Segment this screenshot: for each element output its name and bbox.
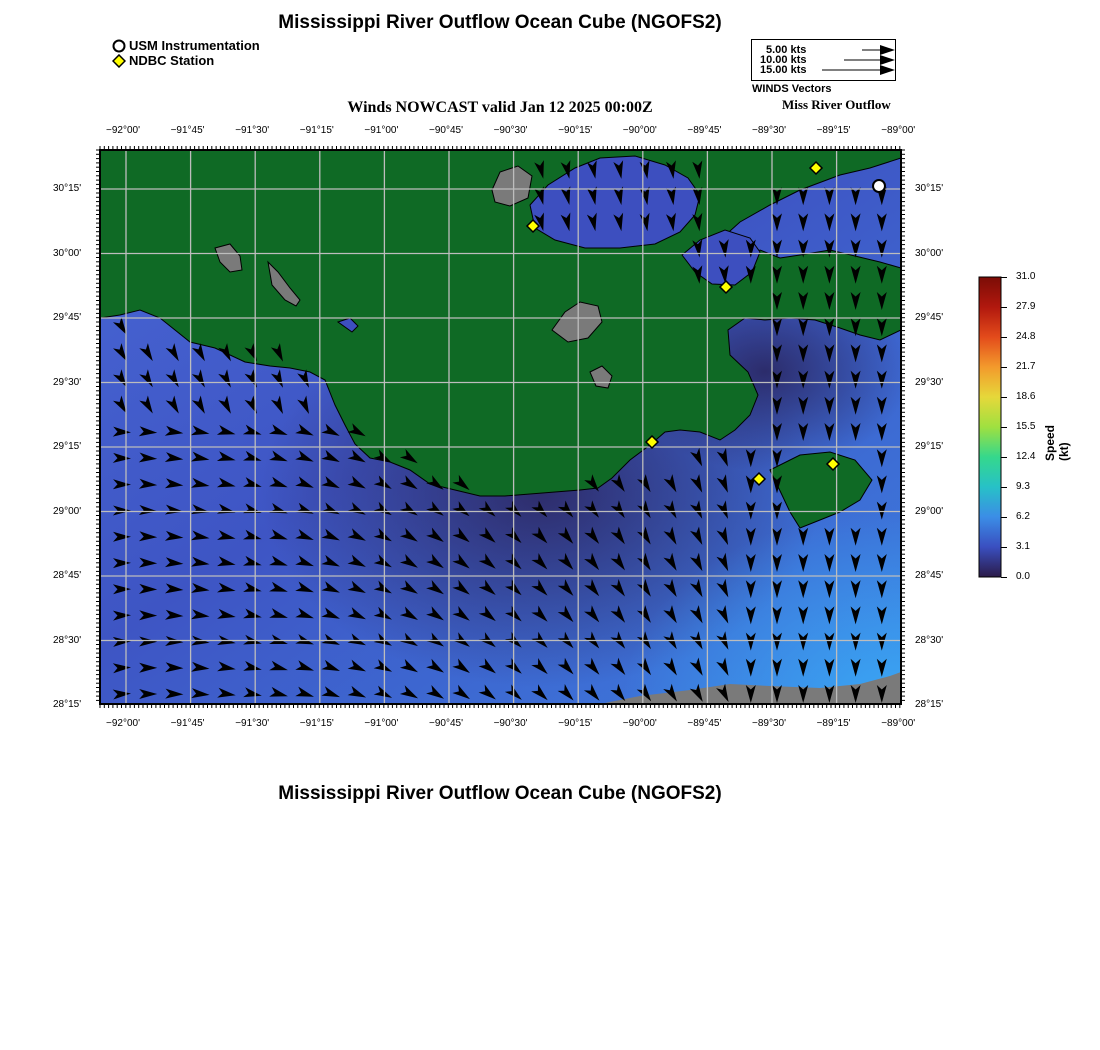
colorbar-tick [1001,457,1007,458]
colorbar-tick-label: 27.9 [1016,301,1036,312]
colorbar-tick-label: 15.5 [1016,421,1036,432]
colorbar-tick [1001,487,1007,488]
tick-label: −91°45' [170,718,205,729]
colorbar-tick-label: 12.4 [1016,451,1036,462]
tick-label: −91°30' [235,125,270,136]
tick-label: 28°45' [53,570,82,581]
colorbar-tick [1001,337,1007,338]
tick-label: −89°45' [687,125,722,136]
colorbar-tick [1001,367,1007,368]
tick-label: −89°15' [816,125,851,136]
colorbar-title: Speed (kt) [1043,424,1071,461]
tick-label: −91°45' [170,125,205,136]
tick-label: 29°45' [915,312,944,323]
map-area [100,150,901,704]
tick-label: 29°30' [915,376,944,388]
tick-label: 30°15' [915,183,944,194]
tick-label: −89°15' [816,718,851,729]
page-title: Mississippi River Outflow Ocean Cube (NGOFS2) [278,12,722,33]
colorbar-tick-label: 24.8 [1016,331,1036,342]
legend-usm-label: USM Instrumentation [129,38,260,53]
tick-label: −90°45' [429,718,463,729]
tick-label: −90°15' [558,718,593,729]
tick-label: −90°30' [493,125,528,136]
region-label: Miss River Outflow [782,97,891,112]
wind-key-caption: WINDS Vectors [752,83,832,95]
tick-label: 28°45' [915,570,944,581]
legend-ndbc-label: NDBC Station [129,53,215,68]
colorbar-tick [1001,577,1007,578]
colorbar-tick [1001,397,1007,398]
colorbar-tick [1001,547,1007,548]
colorbar-tick-label: 0.0 [1016,571,1030,582]
tick-label: −92°00' [106,718,140,729]
tick-label: −91°15' [299,718,334,729]
wind-key-5: 5.00 kts [766,44,807,56]
tick-label: 29°00' [915,505,944,517]
colorbar-tick-label: 21.7 [1016,361,1036,372]
footer-title: Mississippi River Outflow Ocean Cube (NGOFS2) [278,783,722,804]
tick-label: −91°15' [299,125,334,136]
tick-label: −89°45' [687,718,722,729]
wind-key-15: 15.00 kts [760,64,807,76]
tick-label: −90°30' [493,718,528,729]
colorbar-tick [1001,427,1007,428]
tick-label: −90°00' [622,718,657,729]
tick-label: 28°15' [915,699,944,710]
colorbar-tick-label: 3.1 [1016,541,1030,552]
tick-label: 29°15' [53,441,82,452]
tick-label: −91°00' [364,718,399,729]
tick-label: −89°30' [752,718,786,729]
colorbar-tick [1001,517,1007,518]
tick-label: 30°00' [53,247,82,259]
tick-label: 29°45' [53,312,82,323]
tick-label: −91°30' [235,718,270,729]
tick-label: 29°15' [915,441,944,452]
tick-label: −90°00' [622,125,657,136]
tick-label: 30°15' [53,183,82,194]
wind-key-10: 10.00 kts [760,54,807,66]
tick-label: −90°45' [429,125,463,136]
tick-label: −91°00' [364,125,399,136]
tick-label: −90°15' [558,125,593,136]
tick-label: −89°00' [881,718,916,729]
colorbar [978,276,1002,579]
tick-label: 29°30' [53,376,82,388]
tick-label: −89°30' [752,125,786,136]
tick-label: 28°15' [53,699,82,710]
colorbar-tick-label: 31.0 [1016,271,1036,282]
colorbar-tick [1001,277,1007,278]
tick-label: 30°00' [915,247,944,259]
map-subtitle: Winds NOWCAST valid Jan 12 2025 00:00Z [347,99,653,116]
tick-label: 28°30' [53,634,82,646]
tick-label: 28°30' [915,634,944,646]
colorbar-tick-label: 6.2 [1016,511,1030,522]
colorbar-tick [1001,307,1007,308]
tick-label: −89°00' [881,125,916,136]
colorbar-tick-label: 9.3 [1016,481,1030,492]
tick-label: 29°00' [53,505,82,517]
usm-instrument-marker [873,180,885,192]
colorbar-tick-label: 18.6 [1016,391,1036,402]
tick-label: −92°00' [106,125,140,136]
